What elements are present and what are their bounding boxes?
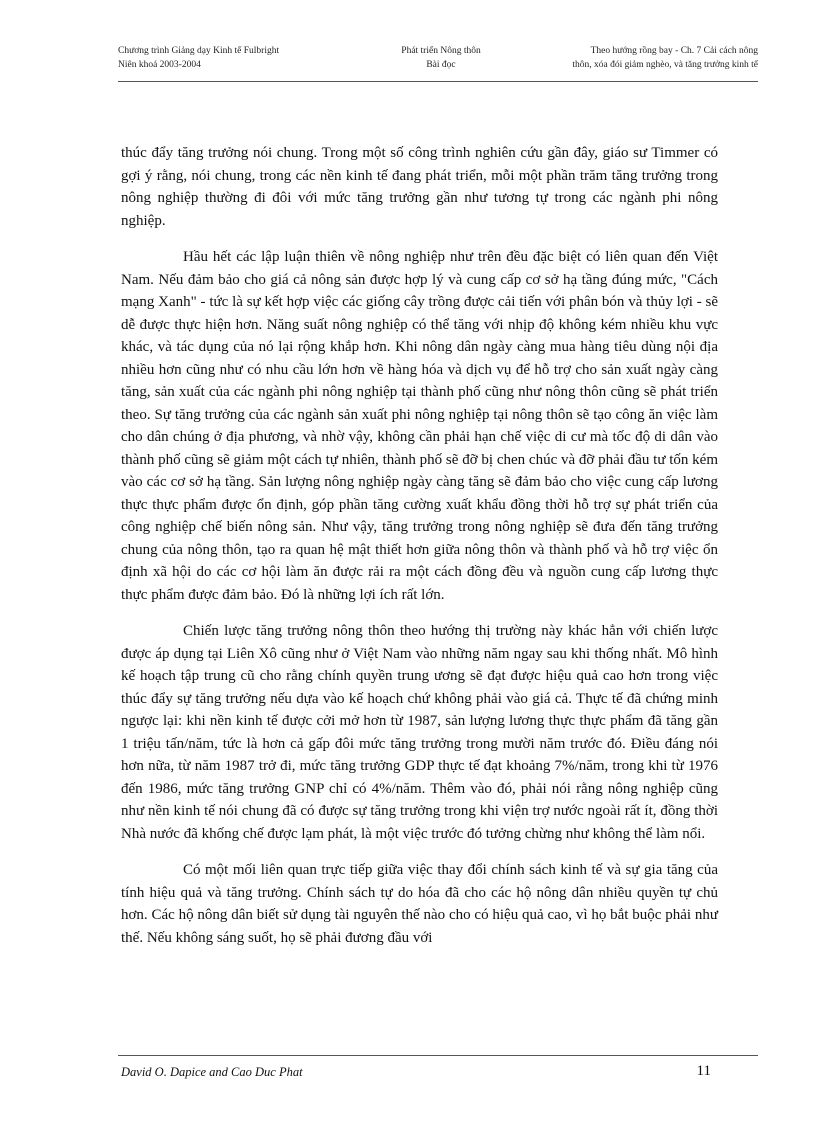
footer-authors: David O. Dapice and Cao Duc Phat bbox=[121, 1065, 303, 1079]
page-body bbox=[121, 142, 718, 963]
page-footer bbox=[121, 1063, 711, 1083]
header-academic-year: Niên khoá 2003-2004 bbox=[118, 60, 201, 70]
paragraph: Chiến lược tăng trưởng nông thôn theo hướng thị trường này khác hẳn với chiến lược được áp dụng tại Liên Xô cũng như ở Việt Nam vào những năm ngay sau khi thống nhất. Mô hình kế hoạch tập trung cũ cho rằng chính quyền trung ương sẽ đạt được hiệu quả cao hơn trong việc thúc đẩy sự tăng trưởng nếu dựa vào kế hoạch chứ không phải vào giá cả. Thực tế đã chứng minh ngược lại: khi nền kinh tế được cởi mở hơn từ 1987, sản lượng lương thực thực phẩm đã tăng gần 1 triệu tấn/năm, tức là hơn cả gấp đôi mức tăng trưởng trong mười năm trước đó. Điều đáng nói hơn nữa, từ năm 1987 trở đi, mức tăng trưởng GDP thực tế đạt khoảng 7%/năm, trong khi từ 1976 đến 1986, mức tăng trưởng GNP chỉ có 4%/năm. Thêm vào đó, phải nói rằng nông nghiệp cũng như nền kinh tế nói chung đã có được sự tăng trưởng trong khi viện trợ nước ngoài rất ít, đồng thời Nhà nước đã khống chế được lạm phát, là một việc trước đó tưởng chừng như không thể làm nổi. bbox=[121, 623, 718, 842]
paragraph: Hầu hết các lập luận thiên về nông nghiệp như trên đều đặc biệt có liên quan đến Việt Nam. Nếu đảm bảo cho giá cả nông sản được hợp lý và cung cấp cơ sở hạ tầng đúng mức, "Cách mạng Xanh" - tức là sự kết hợp việc các giống cây trồng được cải tiến với phân bón và thủy lợi - sẽ dễ được thực hiện hơn. Năng suất nông nghiệp có thể tăng với nhịp độ không kém nhiều khu vực khác, và tác dụng của nó lại rộng khắp hơn. Khi nông dân ngày càng mua hàng tiêu dùng nội địa nhiều hơn cũng như có nhu cầu lớn hơn về hàng hóa và dịch vụ để hỗ trợ cho sản xuất ngày càng tăng, sản xuất của các ngành phi nông nghiệp tại thành phố cũng như nông thôn cũng sẽ phát triển theo. Sự tăng trưởng của các ngành sản xuất phi nông nghiệp tại nông thôn sẽ tạo công ăn việc làm cho dân chúng ở địa phương, và nhờ vậy, không cần phải hạn chế việc di cư mà tốc độ di dân vào thành phố cũng sẽ giảm một cách tự nhiên, thành phố sẽ đỡ bị chen chúc và đỡ phải đầu tư tốn kém vào các cơ sở hạ tầng. Sản lượng nông nghiệp ngày càng tăng sẽ đảm bảo cho việc cung cấp lương thực thực phẩm được ổn định, góp phần tăng cường xuất khẩu đồng thời hỗ trợ sự phát triển của công nghiệp chế biến nông sản. Như vậy, tăng trưởng trong nông nghiệp sẽ đưa đến tăng trưởng chung của nông thôn, tạo ra quan hệ mật thiết hơn giữa nông thôn và thành phố và hỗ trợ việc ổn định xã hội do các cơ hội làm ăn được rải ra một cách đồng đều và nguồn cung cấp lương thực thực phẩm được đảm bảo. Đó là những lợi ích rất lớn. bbox=[121, 249, 718, 603]
header-divider bbox=[118, 81, 758, 82]
paragraph: Có một mối liên quan trực tiếp giữa việc thay đổi chính sách kinh tế và sự gia tăng của tính hiệu quả và tăng trưởng. Chính sách tự do hóa đã cho các hộ nông dân nhiều quyền tự chủ hơn. Các hộ nông dân biết sử dụng tài nguyên thế nào cho có hiệu quả cao, vì họ bắt buộc phải như thế. Nếu không sáng suốt, họ sẽ phải đương đầu với bbox=[121, 862, 718, 946]
page-number: 11 bbox=[696, 1063, 711, 1079]
header-chapter-line1: Theo hướng rồng bay - Ch. 7 Cải cách nông bbox=[590, 46, 758, 56]
header-chapter bbox=[572, 44, 758, 72]
header-program-name: Chương trình Giảng dạy Kinh tế Fulbright bbox=[118, 46, 280, 56]
header-course bbox=[386, 44, 496, 72]
header-program bbox=[118, 44, 279, 72]
header-chapter-line2: thôn, xóa đói giảm nghèo, và tăng trưởng kinh tế bbox=[572, 60, 758, 70]
header-reading-label: Bài đọc bbox=[426, 60, 456, 70]
header-course-name: Phát triển Nông thôn bbox=[401, 46, 481, 56]
paragraph: thúc đẩy tăng trưởng nói chung. Trong một số công trình nghiên cứu gần đây, giáo sư Timmer có gợi ý rằng, nói chung, trong các nền kinh tế đang phát triển, mỗi một phần trăm tăng trưởng trong nông nghiệp thường đi đôi với mức tăng trưởng gần như tương tự trong các ngành phi nông nghiệp. bbox=[121, 145, 718, 229]
footer-divider bbox=[118, 1055, 758, 1056]
page-header bbox=[118, 44, 758, 84]
